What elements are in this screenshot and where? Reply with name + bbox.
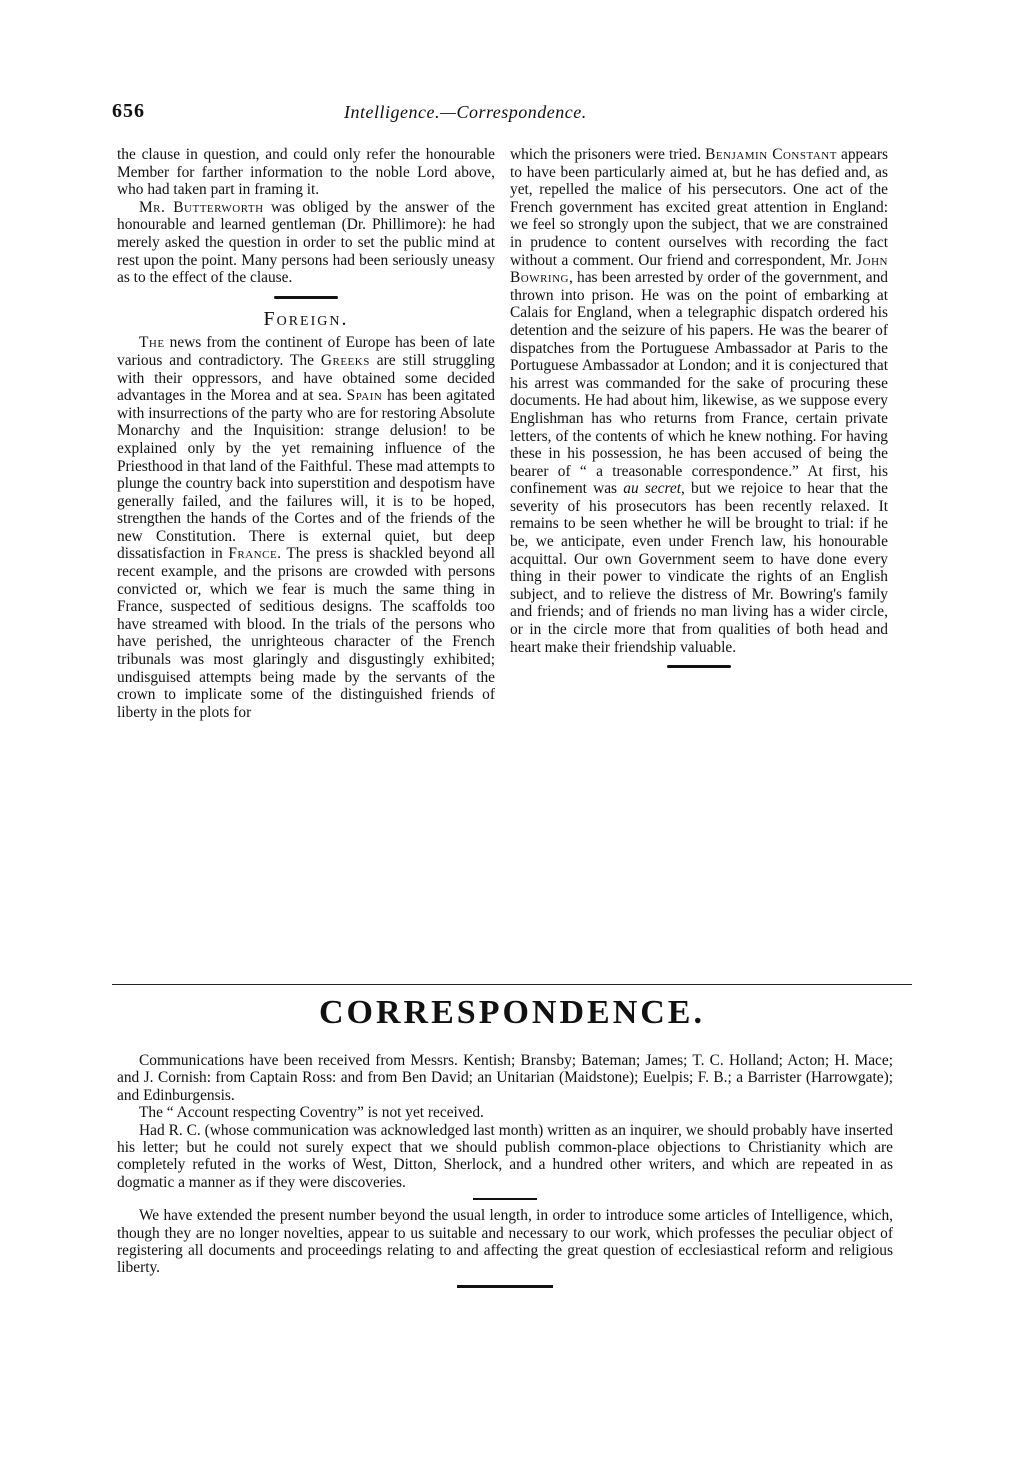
end-divider	[457, 1285, 553, 1288]
foreign-heading: Foreign.	[263, 307, 349, 330]
column-end-divider	[667, 665, 731, 668]
foreign-paragraph: The news from the continent of Europe has been of late various and contradictory. The Greeks are still struggling with their oppressors, and have obtained some decided advantages in the Morea and at sea. Spain has been agitated with insurrections of the party who are for restoring Absolute Monarchy and the Inquisition: strange delusion! to be explained only by the yet remaining influence of the Priesthood in that land of the Faithful. These mad attempts to plunge the country back into superstition and despotism have generally failed, and the failures will, it is to be hoped, strengthen the hands of the Cortes and of the friends of the new Constitution. There is external quiet, but deep dissatisfaction in France. The press is shackled beyond all recent example, and the prisons are crowded with persons convicted or, which we fear is much the same thing in France, suspected of seditious designs. The scaffolds too have streamed with blood. In the trials of the persons who have perished, the unrighteous character of the French tribunals was most glaringly and disgustingly exhibited; undisguised attempts being made by the servants of the crown to implicate some of the distinguished friends of liberty in the plots for	[117, 334, 496, 721]
page-number: 656	[112, 100, 145, 122]
correspondence-body	[117, 1052, 893, 1288]
page-divider	[112, 984, 912, 985]
correspondence-paragraph-1: Communications have been received from Messrs. Kentish; Bransby; Bateman; James; T. C. Holland; Acton; H. Mace; and J. Cornish: from Captain Ross: and from Ben David; an Unitarian (Maidstone); Euelpis; F. B.; a Barrister (Harrowgate); and Edinburgensis.	[117, 1052, 893, 1104]
right-column	[510, 146, 888, 680]
foreign-paragraph-continued: which the prisoners were tried. Benjamin Constant appears to have been particularly aimed at, but he has defied and, as yet, repelled the malice of his persecutors. One act of the French government has excited great attention in England: we feel so strongly upon the subject, that we are constrained in prudence to content ourselves with recording the fact without a comment. Our friend and correspondent, Mr. John Bowring, has been arrested by order of the government, and thrown into prison. He was on the point of embarking at Calais for England, when a telegraphic dispatch ordered his detention and the seizure of his papers. He was the bearer of dispatches from the Portuguese Ambassador at Paris to the Portuguese Ambassador at London; and it is conjectured that his arrest was commanded for the sake of procuring these documents. He had about him, likewise, as we suppose every Englishman has who returns from France, certain private letters, of the contents of which he knew nothing. For having these in his possession, he has been accused of being the bearer of “ a treasonable correspondence.” At first, his confinement was au secret, but we rejoice to hear that the severity of his prosecutors has been recently relaxed. It remains to be seen whether he will be brought to trial: if he be, we anticipate, even under French law, his honourable acquittal. Our own Government seem to have done every thing in their power to vindicate the rights of an English subject, and to relieve the distress of Mr. Bowring's family and friends; and of friends no man living has a wider circle, or in the circle more that from qualities of both head and heart make their friendship valuable.	[510, 146, 888, 656]
left-column	[117, 146, 495, 721]
correspondence-paragraph-2: The “ Account respecting Coventry” is not yet received.	[139, 1104, 484, 1122]
editorial-note: We have extended the present number beyond the usual length, in order to introduce some articles of Intelligence, which, though they are no longer novelties, appear to us suitable and necessary to our work, which professes the peculiar object of registering all documents and proceedings relating to and affecting the great question of ecclesiastical reform and religious liberty.	[117, 1207, 893, 1277]
running-title: Intelligence.—Correspondence.	[344, 102, 587, 122]
correspondence-title: CORRESPONDENCE.	[319, 994, 705, 1031]
speaker-name: Mr. Butterworth	[139, 198, 264, 216]
parliament-paragraph-1: the clause in question, and could only refer the honourable Member for farther information to the noble Lord above, who had taken part in framing it.	[117, 146, 495, 199]
correspondence-paragraph-3: Had R. C. (whose communication was acknowledged last month) written as an inquirer, we should probably have inserted his letter; but he could not surely expect that we should publish common-place objections to Christianity which are completely refuted in the works of West, Ditton, Sherlock, and a hundred other writers, and which are repeated in as dogmatic a manner as if they were discoveries.	[117, 1121, 893, 1191]
page-header	[112, 100, 912, 128]
parliament-paragraph-2: Mr. Butterworth was obliged by the answer of the honourable and learned gentleman (Dr. Phillimore): he had merely asked the question in order to set the public mind at rest upon the point. Many persons had been seriously uneasy as to the effect of the clause.	[117, 198, 496, 287]
section-divider	[274, 296, 338, 299]
correspondence-divider	[473, 1198, 537, 1200]
